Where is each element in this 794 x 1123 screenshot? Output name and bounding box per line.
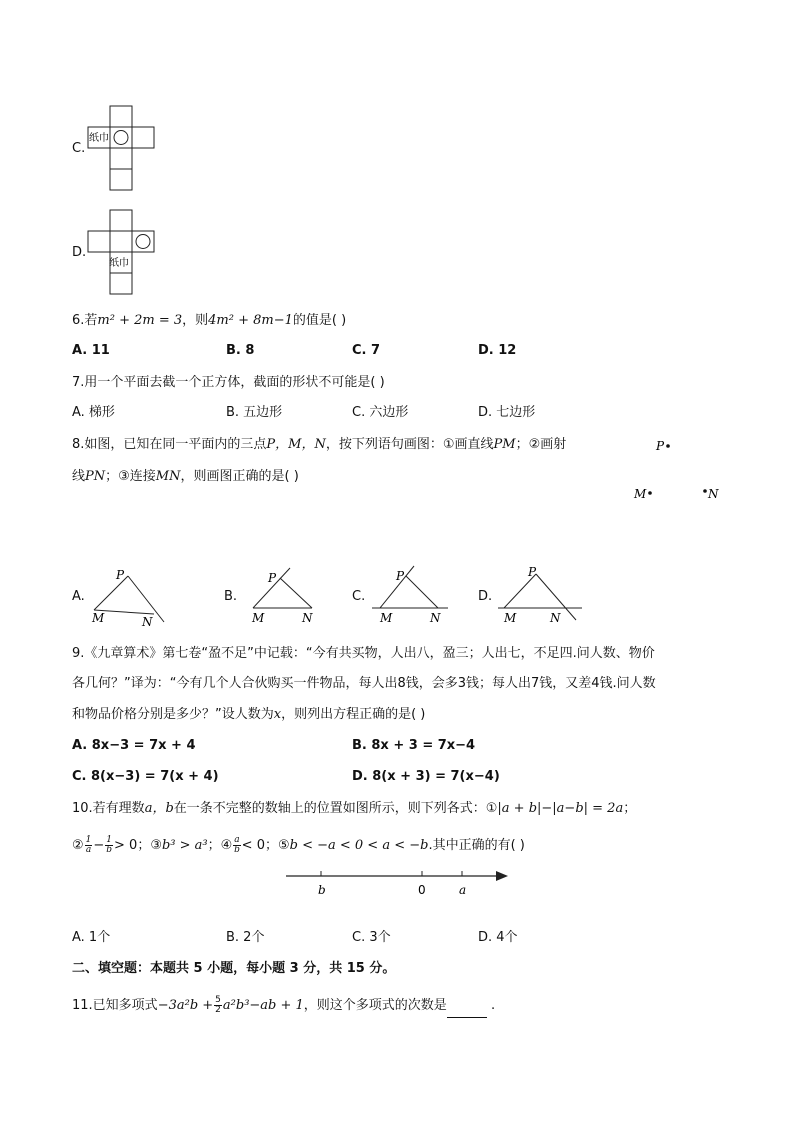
- q5-option-c-net: [88, 105, 158, 191]
- q7-option-a[interactable]: A. 梯形: [72, 405, 115, 420]
- section-heading: 二、填空题：本题共 5 小题，每小题 3 分，共 15 分。: [72, 961, 396, 976]
- point-m-label: M: [634, 487, 647, 501]
- svg-text:P: P: [268, 571, 277, 585]
- q10-option-d[interactable]: D. 4个: [478, 930, 518, 945]
- answer-blank[interactable]: [447, 1003, 487, 1018]
- svg-text:P: P: [528, 565, 537, 579]
- q9-option-b[interactable]: B. 8x + 3 = 7x−4: [352, 738, 476, 753]
- q8-option-a-label[interactable]: A.: [72, 589, 85, 604]
- q6-option-a[interactable]: A. 11: [72, 343, 110, 358]
- q8-option-d-label[interactable]: D.: [478, 589, 493, 604]
- q6-option-d[interactable]: D. 12: [478, 343, 517, 358]
- q9-stem-line1: 9.《九章算术》第七卷“盈不足”中记载：“今有共买物，人出八，盈三；人出七，不足四.问人数、物价: [72, 646, 655, 661]
- q5-option-d-net: [88, 209, 158, 295]
- q9-option-d[interactable]: D. 8(x + 3) = 7(x−4): [352, 769, 500, 784]
- point-m-dot: [648, 491, 652, 495]
- point-p-label: P: [656, 439, 665, 453]
- circle-mark-icon: [136, 235, 150, 249]
- svg-text:N: N: [550, 611, 561, 625]
- q10-stem-line1: 10.若有理数a，b在一条不完整的数轴上的位置如图所示，则下列各式：①|a + b|−|a−b| = 2a；: [72, 801, 637, 816]
- q7-stem: 7.用一个平面去截一个正方体，截面的形状不可能是( ): [72, 375, 385, 390]
- q9-option-c[interactable]: C. 8(x−3) = 7(x + 4): [72, 769, 219, 784]
- svg-text:N: N: [142, 615, 153, 629]
- q10-number-line: [284, 866, 514, 898]
- q8-option-b-figure: [240, 566, 320, 624]
- q8-option-b-label[interactable]: B.: [224, 589, 238, 604]
- q5-option-d-label: D.: [72, 245, 87, 260]
- q10-option-a[interactable]: A. 1个: [72, 930, 111, 945]
- q7-option-d[interactable]: D. 七边形: [478, 405, 536, 420]
- q8-option-c-figure: [368, 564, 452, 624]
- q5-option-c-label: C.: [72, 141, 86, 156]
- q5-d-tissue-label: 纸巾: [109, 258, 129, 269]
- svg-text:N: N: [302, 611, 313, 625]
- svg-text:P: P: [396, 569, 405, 583]
- axis-label-b: b: [318, 883, 326, 897]
- q8-stem-line2: 线PN；③连接MN，则画图正确的是( ): [72, 469, 299, 484]
- q10-option-c[interactable]: C. 3个: [352, 930, 391, 945]
- q8-given-points: [630, 432, 730, 504]
- svg-text:N: N: [430, 611, 441, 625]
- q8-option-c-label[interactable]: C.: [352, 589, 366, 604]
- svg-text:M: M: [92, 611, 105, 625]
- q10-stem-line2: ② $\frac{1}{a}$ − $\frac{1}{b}$ > 0；③b³ > a³；④ $\frac{a}{b}$ < 0；⑤b < −a < 0 < a < −b.其中正确的有( ): [72, 835, 525, 855]
- axis-label-zero: 0: [418, 883, 426, 897]
- point-n-dot: [703, 489, 707, 493]
- q11-stem: 11.已知多项式−3a²b + $\frac{5}{2}$ a²b³−ab + 1，则这个多项式的次数是 .: [72, 994, 495, 1018]
- q9-stem-line3: 和物品价格分别是多少？”设人数为x，则列出方程正确的是( ): [72, 707, 426, 722]
- q6-stem: 6.若m² + 2m = 3，则4m² + 8m−1的值是( ): [72, 313, 347, 328]
- q10-option-b[interactable]: B. 2个: [226, 930, 265, 945]
- q7-option-c[interactable]: C. 六边形: [352, 405, 409, 420]
- axis-label-a: a: [459, 883, 467, 897]
- q9-option-a[interactable]: A. 8x−3 = 7x + 4: [72, 738, 196, 753]
- q5-c-tissue-label: 纸巾: [89, 133, 109, 144]
- point-p-dot: [666, 444, 670, 448]
- circle-mark-icon: [114, 131, 128, 145]
- q8-option-d-figure: [496, 562, 586, 624]
- q9-stem-line2: 各几何？”译为：“今有几个人合伙购买一件物品，每人出8钱，会多3钱；每人出7钱，又差4钱.问人数: [72, 676, 656, 691]
- q8-stem-line1: 8.如图，已知在同一平面内的三点P，M，N，按下列语句画图：①画直线PM；②画射: [72, 437, 567, 452]
- svg-text:P: P: [116, 568, 125, 582]
- svg-text:M: M: [252, 611, 265, 625]
- arrow-right-icon: [496, 871, 508, 881]
- svg-text:M: M: [504, 611, 517, 625]
- q7-option-b[interactable]: B. 五边形: [226, 405, 283, 420]
- q6-option-b[interactable]: B. 8: [226, 343, 255, 358]
- point-n-label: N: [708, 487, 719, 501]
- svg-text:M: M: [380, 611, 393, 625]
- q6-option-c[interactable]: C. 7: [352, 343, 381, 358]
- q8-option-a-figure: [88, 564, 168, 629]
